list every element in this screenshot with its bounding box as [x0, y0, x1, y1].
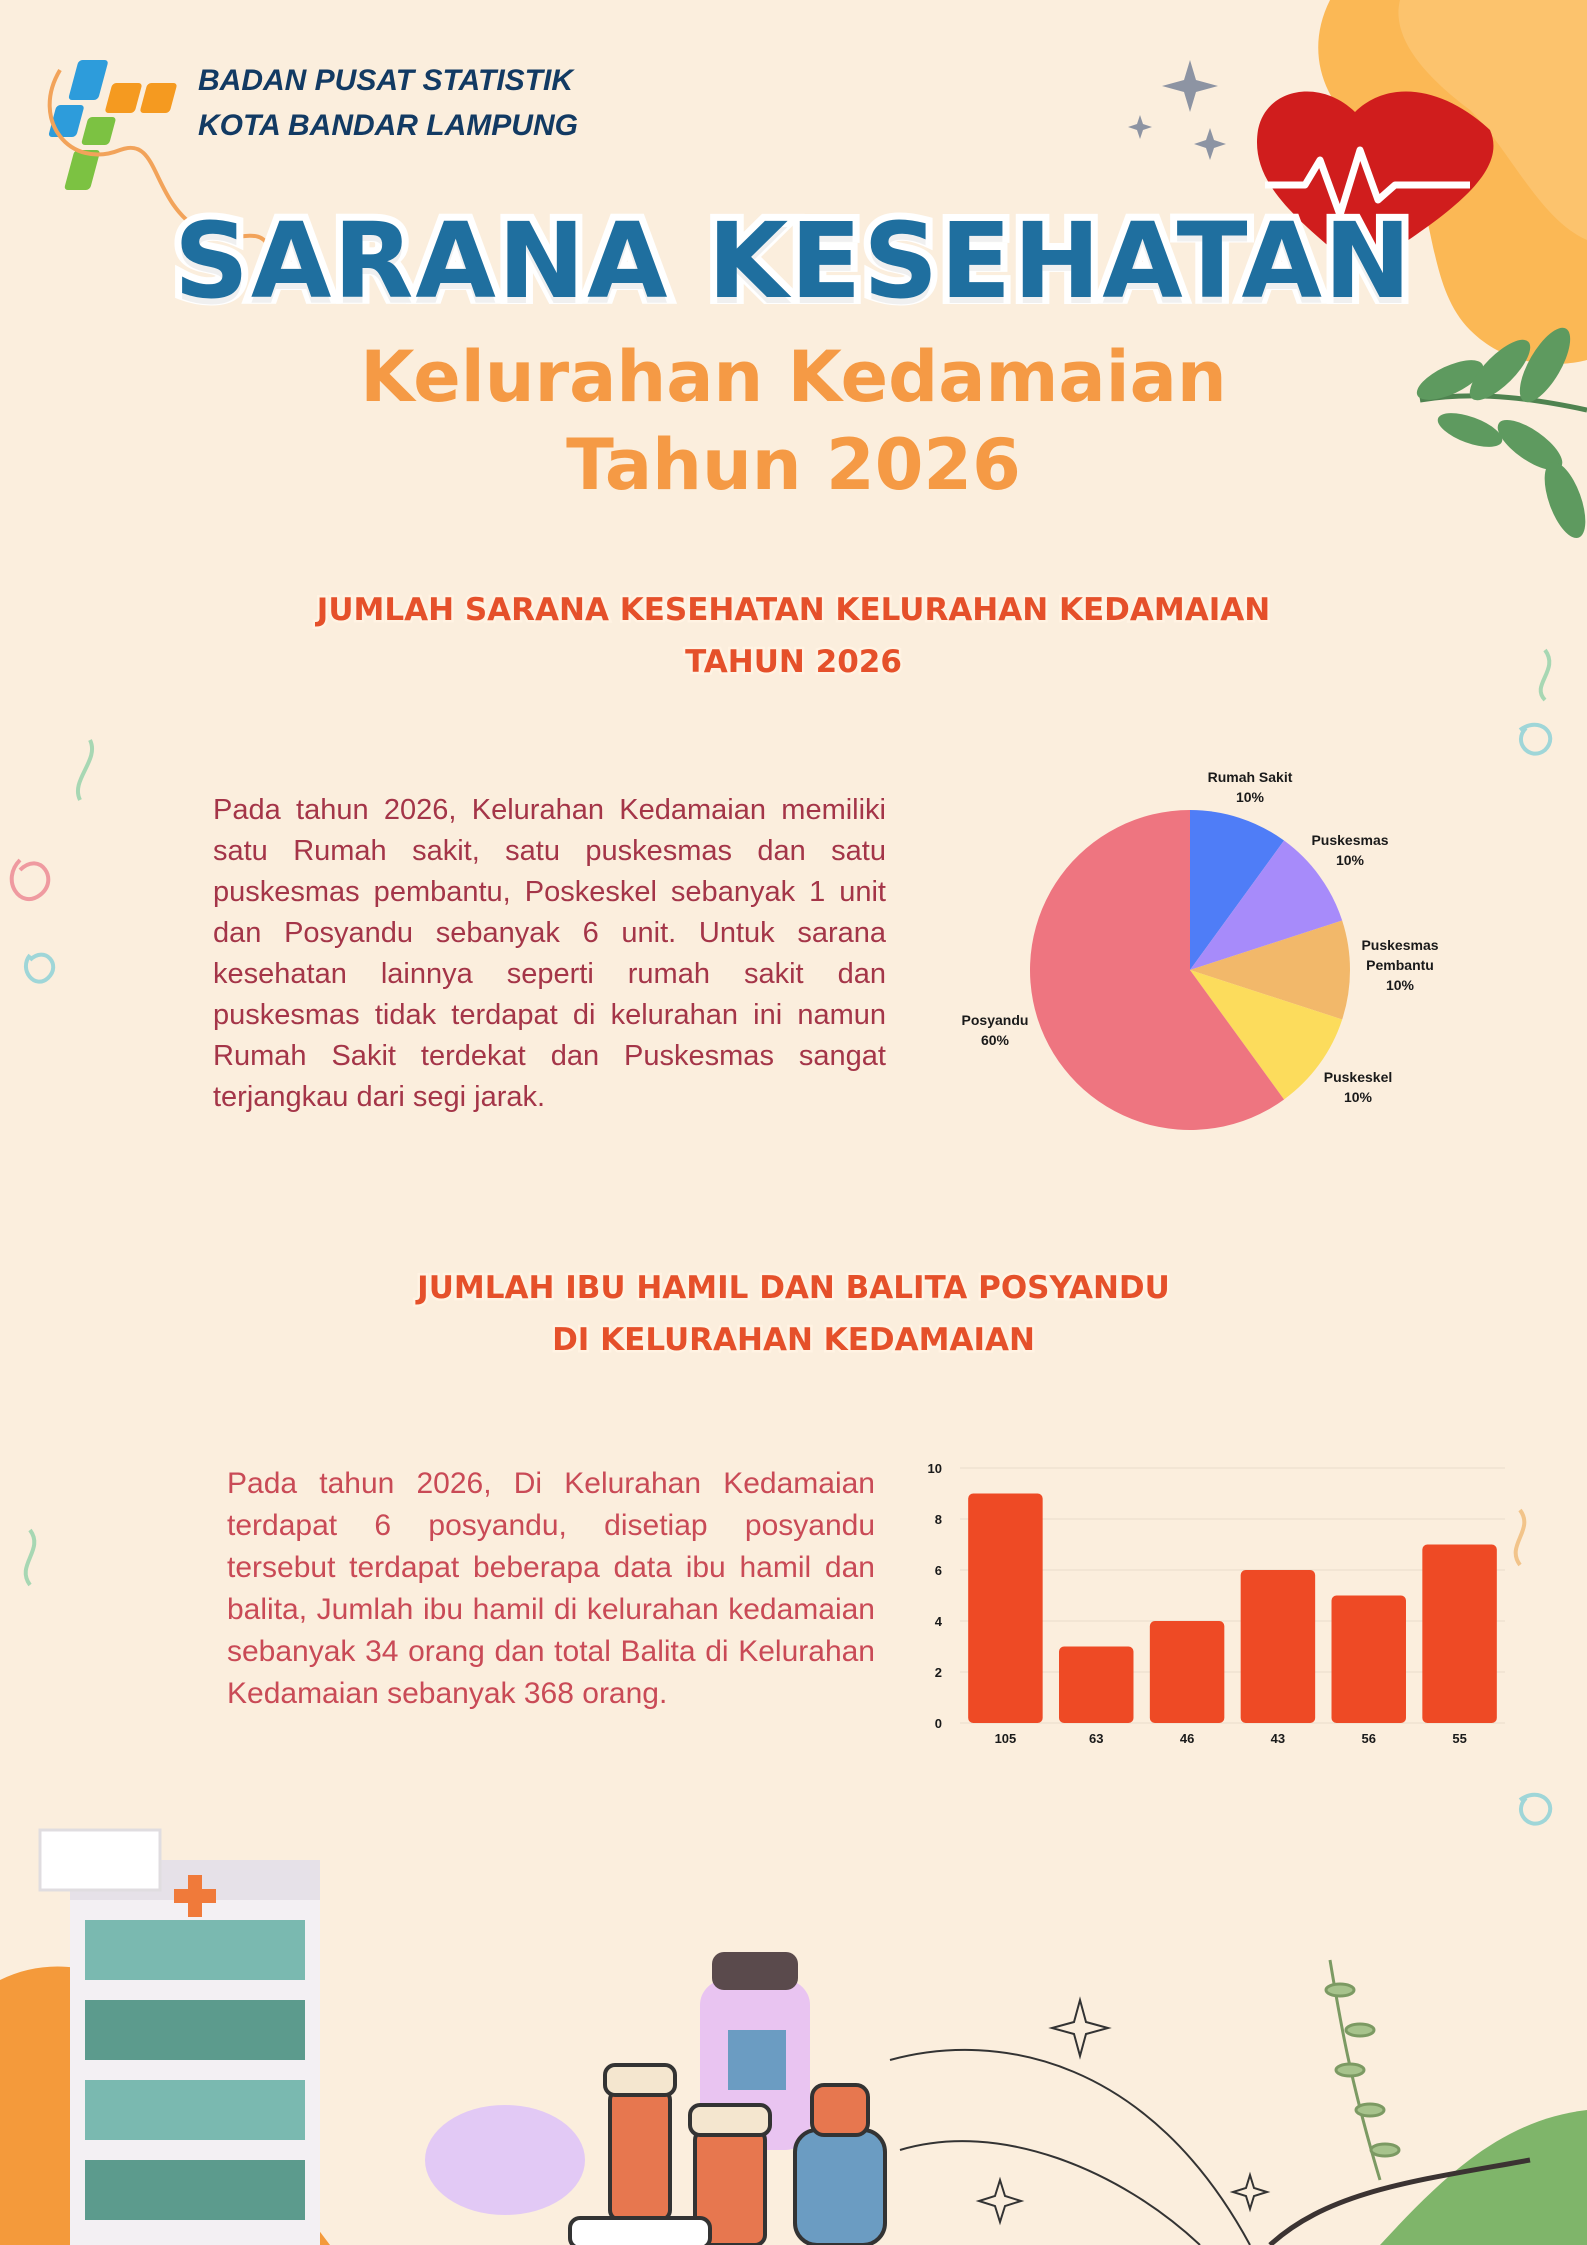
x-tick-label: 43 [1270, 1731, 1286, 1746]
bar-105 [968, 1494, 1042, 1724]
y-tick-label: 2 [934, 1665, 942, 1680]
sparkle-icon [1233, 2175, 1267, 2209]
pie-label-4-1: 60% [980, 1032, 1010, 1048]
pie-label-1-0: Puskesmas [1311, 832, 1389, 848]
section2-title-line2: DI KELURAHAN KEDAMAIAN [552, 1322, 1035, 1358]
y-tick-label: 10 [927, 1461, 942, 1476]
sparkle-icon [1194, 128, 1226, 160]
x-tick-label: 46 [1179, 1731, 1195, 1746]
subtitle-line1: Kelurahan Kedamaian [360, 336, 1227, 418]
bar-43 [1241, 1570, 1315, 1723]
org-name-line1: BADAN PUSAT STATISTIK [198, 64, 573, 97]
curve-line-decoration [890, 2050, 1250, 2245]
pie-label-1-1: 10% [1335, 852, 1365, 868]
x-tick-label: 56 [1361, 1731, 1376, 1746]
pie-label-2-2: 10% [1385, 977, 1415, 993]
x-tick-label: 63 [1089, 1731, 1104, 1746]
subtitle-line2: Tahun 2026 [566, 424, 1021, 506]
pie-label-4-0: Posyandu [961, 1012, 1029, 1028]
pie-label-0-1: 10% [1235, 789, 1265, 805]
plant-illustration [1326, 1960, 1399, 2180]
medicine-bottles-illustration [425, 1952, 885, 2245]
curve-line-decoration [900, 2141, 1200, 2245]
section2-paragraph: Pada tahun 2026, Di Kelurahan Kedamaian terdapat 6 posyandu, disetiap posyandu tersebut terdapat beberapa data ibu hamil dan balita, Jumlah ibu hamil di kelurahan kedamaian sebanyak 34 orang dan total Balita di Kelurahan Kedamaian sebanyak 368 orang. [227, 1467, 875, 1710]
y-tick-label: 4 [934, 1614, 942, 1629]
green-blob-bottom-right [1380, 2110, 1587, 2245]
pie-label-3-1: 10% [1343, 1089, 1373, 1105]
page-title: SARANA KESEHATAN [173, 200, 1414, 322]
y-tick-label: 0 [934, 1716, 942, 1731]
org-name-line2: KOTA BANDAR LAMPUNG [198, 109, 578, 142]
x-tick-label: 105 [994, 1731, 1017, 1746]
bar-63 [1059, 1647, 1133, 1724]
section1-title-line2: TAHUN 2026 [685, 644, 902, 680]
bar-55 [1422, 1545, 1496, 1724]
section2-title-line1: JUMLAH IBU HAMIL DAN BALITA POSYANDU [417, 1270, 1170, 1306]
y-tick-label: 8 [934, 1512, 942, 1527]
pie-label-0-0: Rumah Sakit [1207, 769, 1293, 785]
bar-56 [1332, 1596, 1406, 1724]
bps-logo [48, 60, 177, 190]
pie-chart [940, 760, 1460, 1140]
section1-paragraph: Pada tahun 2026, Kelurahan Kedamaian memiliki satu Rumah sakit, satu puskesmas dan satu puskesmas pembantu, Poskeskel sebanyak 1 unit dan Posyandu sebanyak 6 unit. Untuk sarana kesehatan lainnya seperti rumah sakit dan puskesmas tidak terdapat di kelurahan ini namun Rumah Sakit terdekat dan Puskesmas sangat terjangkau dari segi jarak. [213, 794, 886, 1113]
pie-label-3-0: Puskeskel [1323, 1069, 1393, 1085]
sparkle-icon [1162, 60, 1218, 112]
pie-label-2-0: Puskesmas [1361, 937, 1439, 953]
sparkle-icon [1128, 115, 1152, 139]
hospital-building-illustration [40, 1830, 320, 2245]
section1-title-line1: JUMLAH SARANA KESEHATAN KELURAHAN KEDAMAIAN [316, 592, 1271, 628]
x-tick-label: 55 [1452, 1731, 1467, 1746]
sparkle-icon [979, 2180, 1021, 2222]
sparkle-icon [1052, 2000, 1108, 2056]
y-tick-label: 6 [934, 1563, 942, 1578]
bar-46 [1150, 1621, 1224, 1723]
bar-chart [920, 1450, 1520, 1750]
pie-label-2-1: Pembantu [1366, 957, 1434, 973]
